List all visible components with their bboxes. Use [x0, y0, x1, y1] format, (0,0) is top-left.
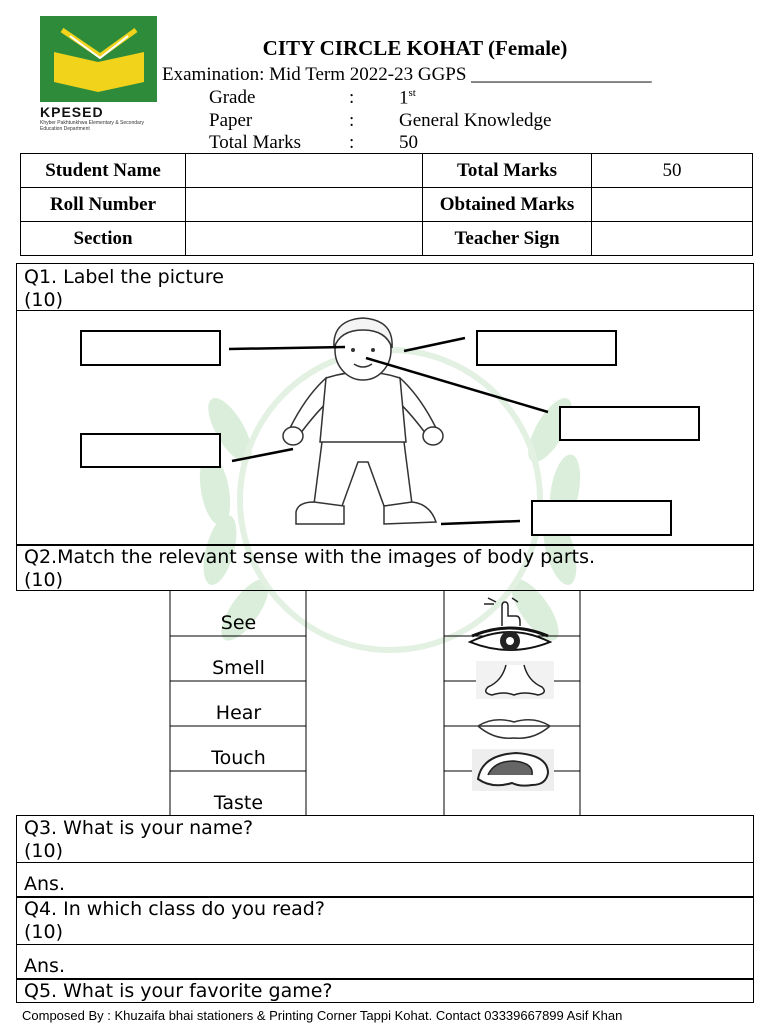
nose-icon	[476, 661, 554, 699]
total-marks-header: Total Marks	[423, 154, 592, 188]
q1-title: Q1. Label the picture	[24, 266, 225, 288]
q3-marks: (10)	[24, 840, 64, 862]
q4-marks: (10)	[24, 921, 64, 943]
q5-title: Q5. What is your favorite game?	[24, 980, 333, 1002]
q4-answer-area[interactable]	[16, 944, 754, 979]
school-name: CITY CIRCLE KOHAT (Female)	[262, 36, 568, 60]
q3-title: Q3. What is your name?	[24, 817, 254, 839]
ear-icon	[472, 749, 554, 791]
grade-suffix: st	[408, 87, 416, 99]
paper-value: General Knowledge	[399, 110, 552, 131]
q4-header	[16, 897, 754, 945]
logo-text: KPESED	[40, 104, 104, 120]
q4-answer-label: Ans.	[24, 955, 65, 977]
grade-number: 1	[399, 87, 409, 109]
q2-title: Q2.Match the relevant sense with the images of body parts.	[24, 546, 596, 568]
sense-hear: Hear	[215, 702, 262, 724]
grade-label: Grade	[209, 87, 256, 108]
logo-subtext: Khyber Pakhtunkhwa Elementary & Secondary Education Department	[40, 120, 144, 132]
grade-colon: :	[349, 87, 355, 108]
q3-answer-area[interactable]	[16, 862, 754, 897]
q4-title: Q4. In which class do you read?	[24, 898, 325, 920]
paper-label: Paper	[209, 110, 253, 131]
hand-touch-icon	[478, 596, 528, 628]
total-marks-cell: 50	[592, 154, 753, 188]
eye-icon	[468, 626, 552, 656]
q3-header	[16, 815, 754, 863]
teacher-sign-label: Teacher Sign	[423, 222, 592, 256]
student-name-label: Student Name	[21, 154, 186, 188]
lips-icon	[474, 714, 554, 742]
paper-colon: :	[349, 110, 355, 131]
total-marks-label: Total Marks	[209, 132, 302, 153]
q1-marks: (10)	[24, 289, 64, 311]
sense-smell: Smell	[212, 657, 265, 679]
q2-marks: (10)	[24, 569, 64, 591]
sense-touch: Touch	[211, 747, 266, 769]
sense-taste: Taste	[213, 792, 264, 814]
sense-see: See	[220, 612, 257, 634]
obtained-marks-label: Obtained Marks	[423, 188, 592, 222]
total-marks-colon: :	[349, 132, 355, 153]
roll-number-label: Roll Number	[21, 188, 186, 222]
examination-line: Examination: Mid Term 2022-23 GGPS ___________________	[162, 64, 652, 85]
section-label: Section	[21, 222, 186, 256]
q3-answer-label: Ans.	[24, 873, 65, 895]
q5-header	[16, 979, 754, 1003]
total-marks-value: 50	[399, 132, 418, 153]
footer-credit: Composed By : Khuzaifa bhai stationers & Printing Corner Tappi Kohat. Contact 03339667899 Asif Khan	[22, 1008, 623, 1023]
